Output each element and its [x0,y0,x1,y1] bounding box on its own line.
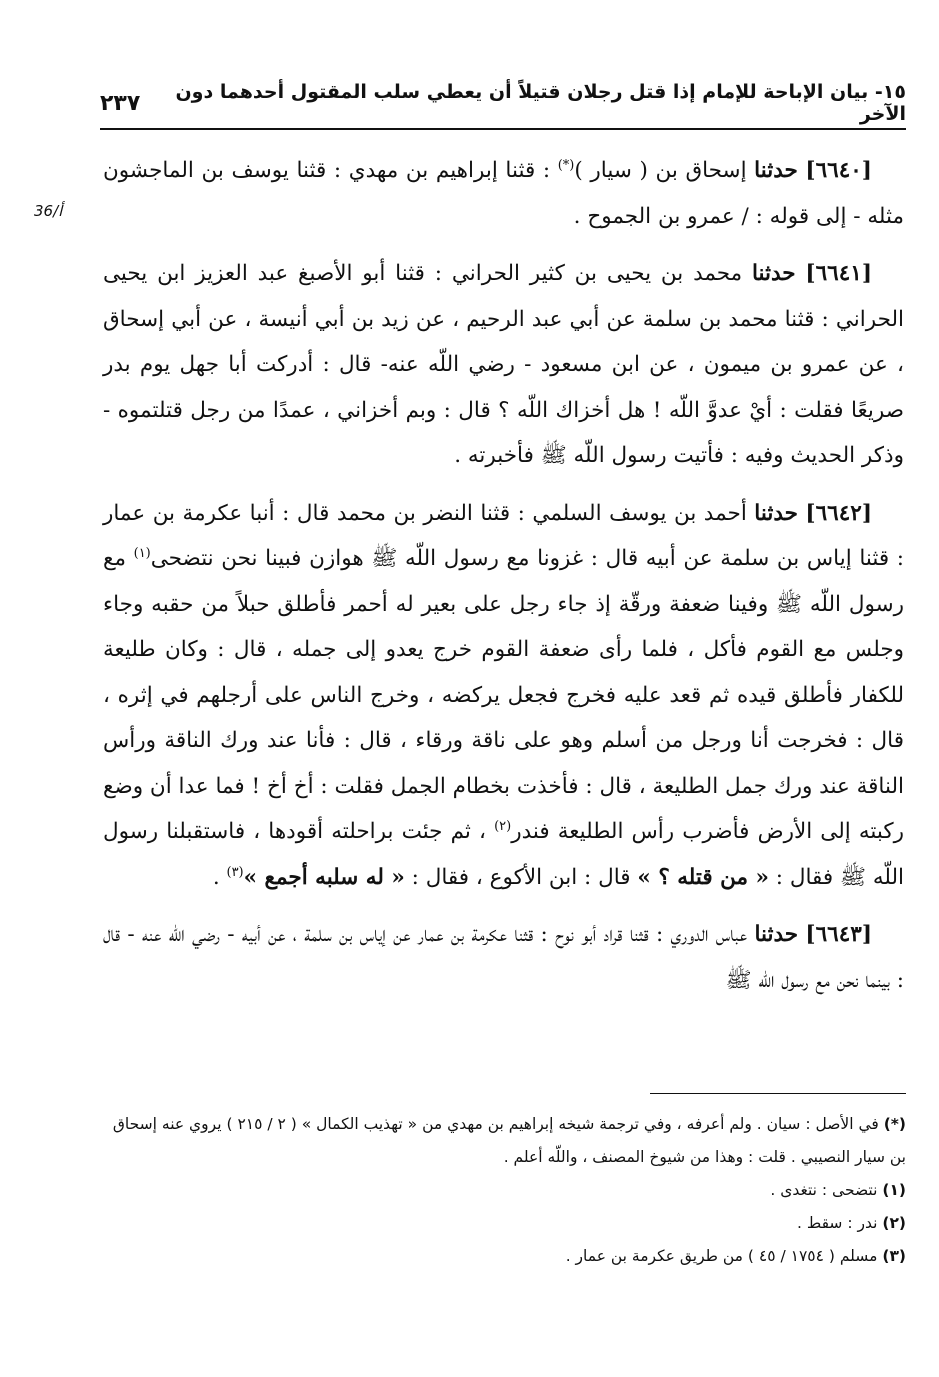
footnotes [110,1108,906,1273]
chapter-title: ١٥- بيان الإباحة للإمام إذا قتل رجلان قتيلاً أن يعطي سلب المقتول أحدهما دون الآخر [175,81,906,125]
hadith-number: [٦٦٤٢] [805,500,872,526]
hadith-text: محمد بن يحيى بن كثير الحراني : قثنا أبو الأصبغ عبد العزيز ابن يحيى الحراني : قثنا محمد بن سلمة عن أبي عبد الرحيم ، عن زيد بن أبي أنيسة ، عن أبي إسحاق ، عن عمرو بن ميمون ، عن ابن مسعود - رضي اللّه عنه- قال : أدركت أبا جهل يوم بدر صريعًا فقلت : أيْ عدوَّ اللّه ! هل أخزاك اللّه ؟ قال : وبم أخزاني ، عمدًا من رجل قتلتموه - وذكر الحديث وفيه : فأتيت رسول اللّه ﷺ فأخبرته . [103,261,904,468]
hadith-text: : قثنا إبراهيم بن مهدي : قثنا يوسف بن الماجشون مثله - إلى قوله : / عمرو بن الجموح . [103,158,904,229]
hadith-6640 [103,148,904,239]
haddathana-keyword: حدثنا [754,158,798,183]
hadith-number: [٦٦٤٣] [805,922,872,947]
main-text [103,148,904,1015]
footnote-separator [650,1093,906,1094]
footnote-marker: (١) [882,1181,906,1199]
haddathana-keyword: حدثنا [754,500,798,526]
footnote-text: ندر : سقط . [797,1214,883,1232]
hadith-text: أحمد بن يوسف السلمي : قثنا النضر بن محمد قال : أنبا عكرمة بن عمار : قثنا إياس بن سلمة عن أبيه قال : غزونا مع رسول اللّه ﷺ هوازن فبينا نحن نتضحى [103,500,905,571]
manuscript-folio-note: 36/أ [34,202,63,220]
footnote-star [110,1108,906,1174]
hadith-6641 [103,251,904,479]
hadith-text: ، ثم جئت براحلته أقودها ، فاستقبلنا رسول اللّه ﷺ فقال : [103,819,904,890]
footnote-text: في الأصل : سيان . ولم أعرفه ، وفي ترجمة شيخه إبراهيم بن مهدي من « تهذيب الكمال » ( ٢ / ٢١٥ ) يروي عنه إسحاق بن سيار النصيبي . قلت : وهذا من شيوخ المصنف ، واللّه أعلم . [112,1115,906,1166]
hadith-text: قال : ابن الأكوع ، فقال : [404,864,638,890]
haddathana-keyword: حدثنا [752,261,796,286]
hadith-text: إسحاق بن ( سيار ) [574,158,755,183]
hadith-6642 [103,491,904,901]
footnote-marker: (*) [883,1115,906,1133]
hadith-text: عباس الدوري : قثنا قراد أبو نوح : قثنا عكرمة بن عمار عن إياس بن سلمة ، عن أبيه - رضي اللّه عنه - قال : بينما نحن مع رسول اللّه ﷺ [103,922,904,993]
hadith-6643 [103,912,904,1003]
hadith-text: مع رسول اللّه ﷺ وفينا ضعفة ورقّة إذ جاء رجل على بعير له أحمر فأطلق حبلاً من حقبه وجاء وجلس مع القوم فأكل ، فلما رأى ضعفة القوم خرج يعدو إلى جمله ، قال : وكان طليعة للكفار فأطلق قيده ثم قعد عليه فخرج فجعل يركضه ، وخرج الناس على أرجلهم في إثره ، قال : فخرجت أنا ورجل من أسلم وهو على ناقة ورقاء ، قال : فأنا عند ورك الناقة ورأس الناقة عند ورك جمل الطليعة ، قال : فأخذت بخطام الجمل فقلت : أخ أخ ! فما عدا أن وضع ركبته إلى الأرض فأضرب رأس الطليعة فندر [103,546,904,844]
footnote-ref: (١) [133,545,151,561]
header-rule [100,128,906,130]
footnote-3 [110,1240,906,1273]
footnote-marker: (٣) [882,1247,906,1265]
hadith-number: [٦٦٤٠] [805,158,872,183]
footnote-2 [110,1207,906,1240]
haddathana-keyword: حدثنا [754,922,799,947]
footnote-text: مسلم ( ١٧٥٤ / ٤٥ ) من طريق عكرمة بن عمار . [565,1247,883,1265]
footnote-ref: (٣) [226,864,244,880]
footnote-1 [110,1174,906,1207]
prophet-quote: « له سلبه أجمع » [243,864,405,890]
footnote-ref: (*) [557,157,575,173]
page-header [100,82,906,124]
hadith-number: [٦٦٤١] [805,261,872,286]
page-number: ٢٣٧ [100,90,141,116]
footnote-marker: (٢) [882,1214,906,1232]
hadith-text: . [212,864,227,890]
footnote-text: نتضحى : نتغدى . [770,1181,883,1199]
footnote-ref: (٢) [494,818,512,834]
prophet-quote: « من قتله ؟ » [637,864,769,890]
